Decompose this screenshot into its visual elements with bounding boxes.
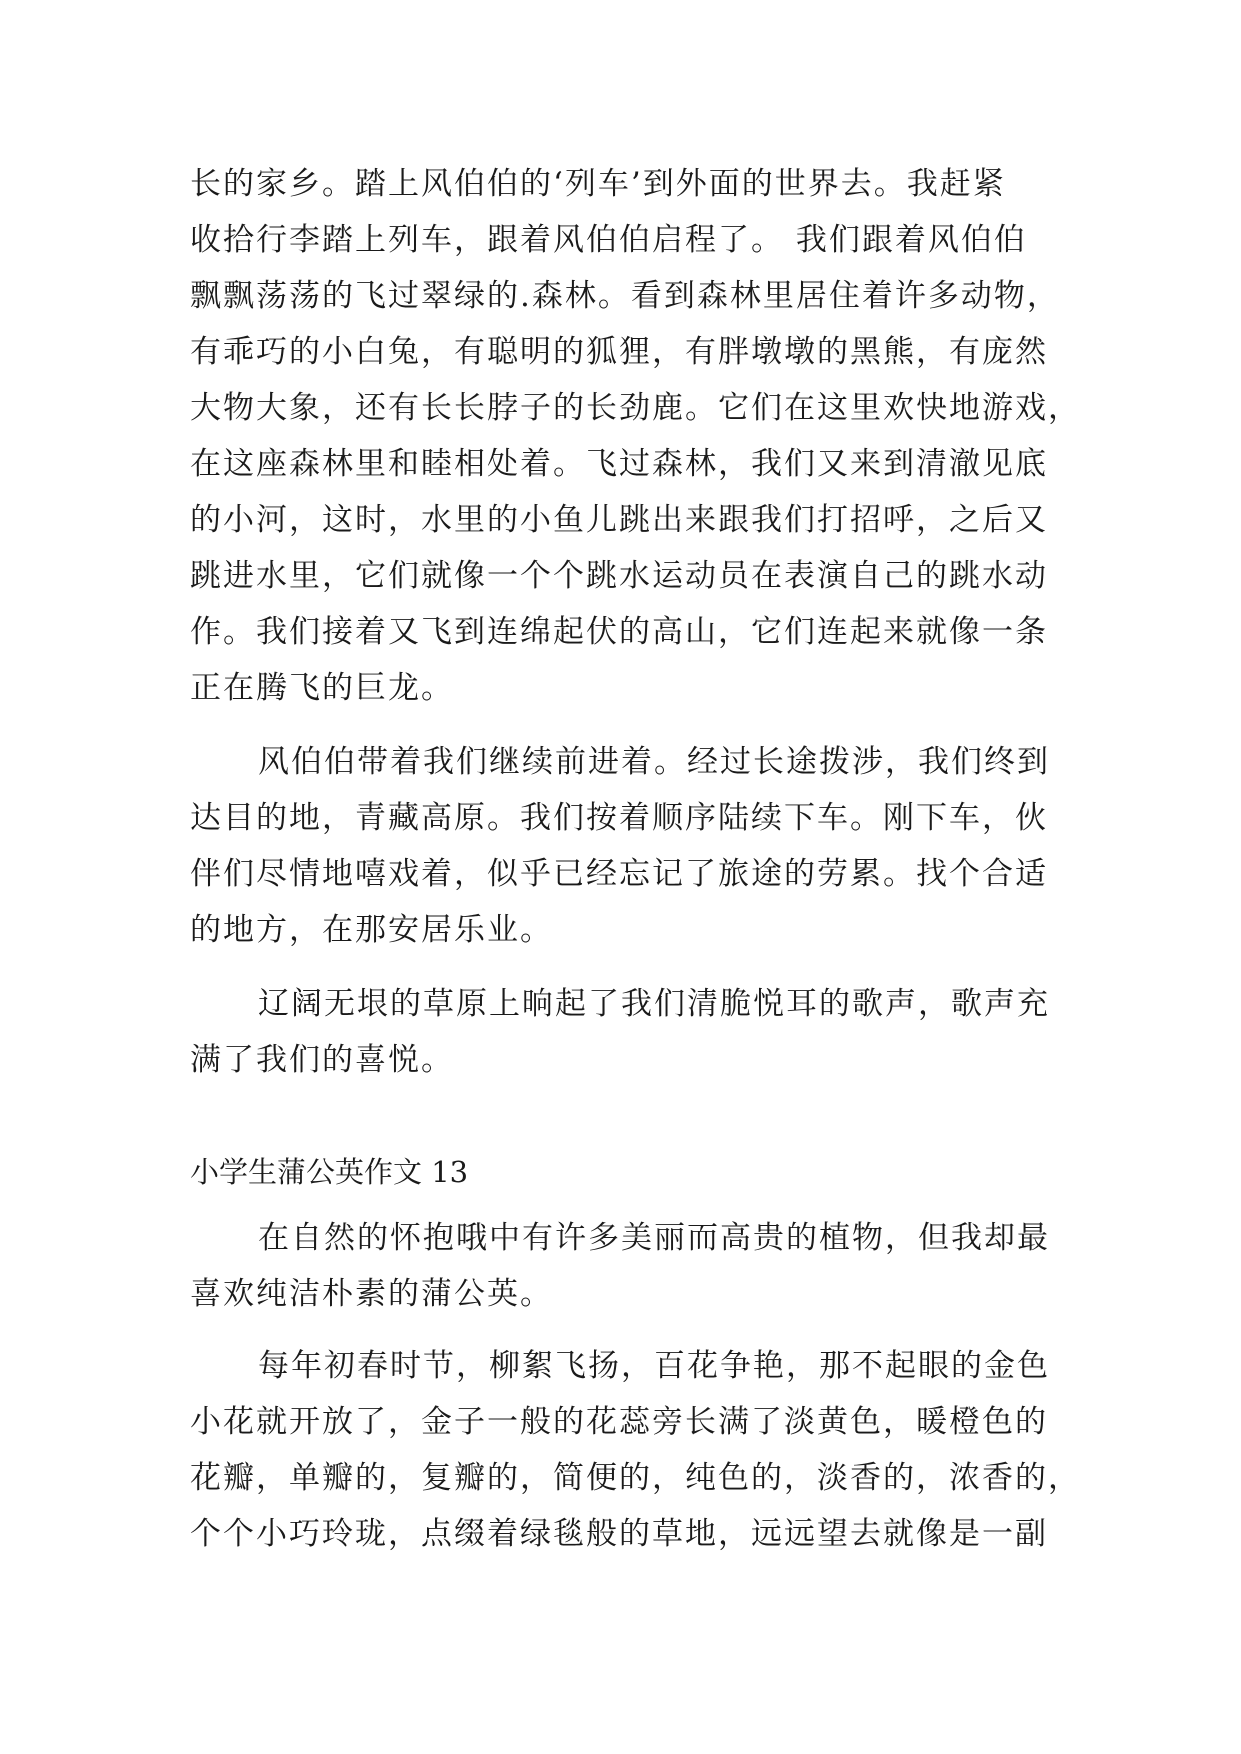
text-line: 花瓣，单瓣的，复瓣的，简便的，纯色的，淡香的，浓香的， (190, 1460, 1081, 1496)
text-line: 喜欢纯洁朴素的蒲公英。 (190, 1276, 553, 1312)
paragraph-first-line: 每年初春时节，柳絮飞扬，百花争艳，那不起眼的金色 (258, 1348, 1050, 1384)
text-line: 长的家乡。踏上风伯伯的‘列车’到外面的世界去。我赶紧 (190, 166, 1006, 202)
text-line: 的地方，在那安居乐业。 (190, 912, 553, 948)
text-line: 正在腾飞的巨龙。 (190, 670, 454, 706)
text-line: 在这座森林里和睦相处着。飞过森林，我们又来到清澈见底 (190, 446, 1048, 482)
paragraph-first-line: 辽阔无垠的草原上晌起了我们清脆悦耳的歌声，歌声充 (258, 986, 1050, 1022)
text-line: 有乖巧的小白兔，有聪明的狐狸，有胖墩墩的黑熊，有庞然 (190, 334, 1048, 370)
text-line: 个个小巧玲珑，点缀着绿毯般的草地，远远望去就像是一副 (190, 1516, 1048, 1552)
text-line: 收拾行李踏上列车，跟着风伯伯启程了。 我们跟着风伯伯 (190, 222, 1027, 258)
paragraph-first-line: 在自然的怀抱哦中有许多美丽而高贵的植物，但我却最 (258, 1220, 1050, 1256)
text-line: 的小河，这时，水里的小鱼儿跳出来跟我们打招呼，之后又 (190, 502, 1048, 538)
paragraph-first-line: 风伯伯带着我们继续前进着。经过长途拨涉，我们终到 (258, 744, 1050, 780)
section-title: 小学生蒲公英作文 13 (190, 1155, 469, 1189)
text-line: 飘飘荡荡的飞过翠绿的.森林。看到森林里居住着许多动物， (190, 278, 1060, 314)
text-line: 大物大象，还有长长脖子的长劲鹿。它们在这里欢快地游戏， (190, 390, 1081, 426)
text-line: 伴们尽情地嘻戏着，似乎已经忘记了旅途的劳累。找个合适 (190, 856, 1048, 892)
text-line: 跳进水里，它们就像一个个跳水运动员在表演自己的跳水动 (190, 558, 1048, 594)
text-line: 小花就开放了，金子一般的花蕊旁长满了淡黄色，暖橙色的 (190, 1404, 1048, 1440)
text-line: 达目的地，青藏高原。我们按着顺序陆续下车。刚下车，伙 (190, 800, 1048, 836)
text-line: 作。我们接着又飞到连绵起伏的高山，它们连起来就像一条 (190, 614, 1048, 650)
text-line: 满了我们的喜悦。 (190, 1042, 454, 1078)
